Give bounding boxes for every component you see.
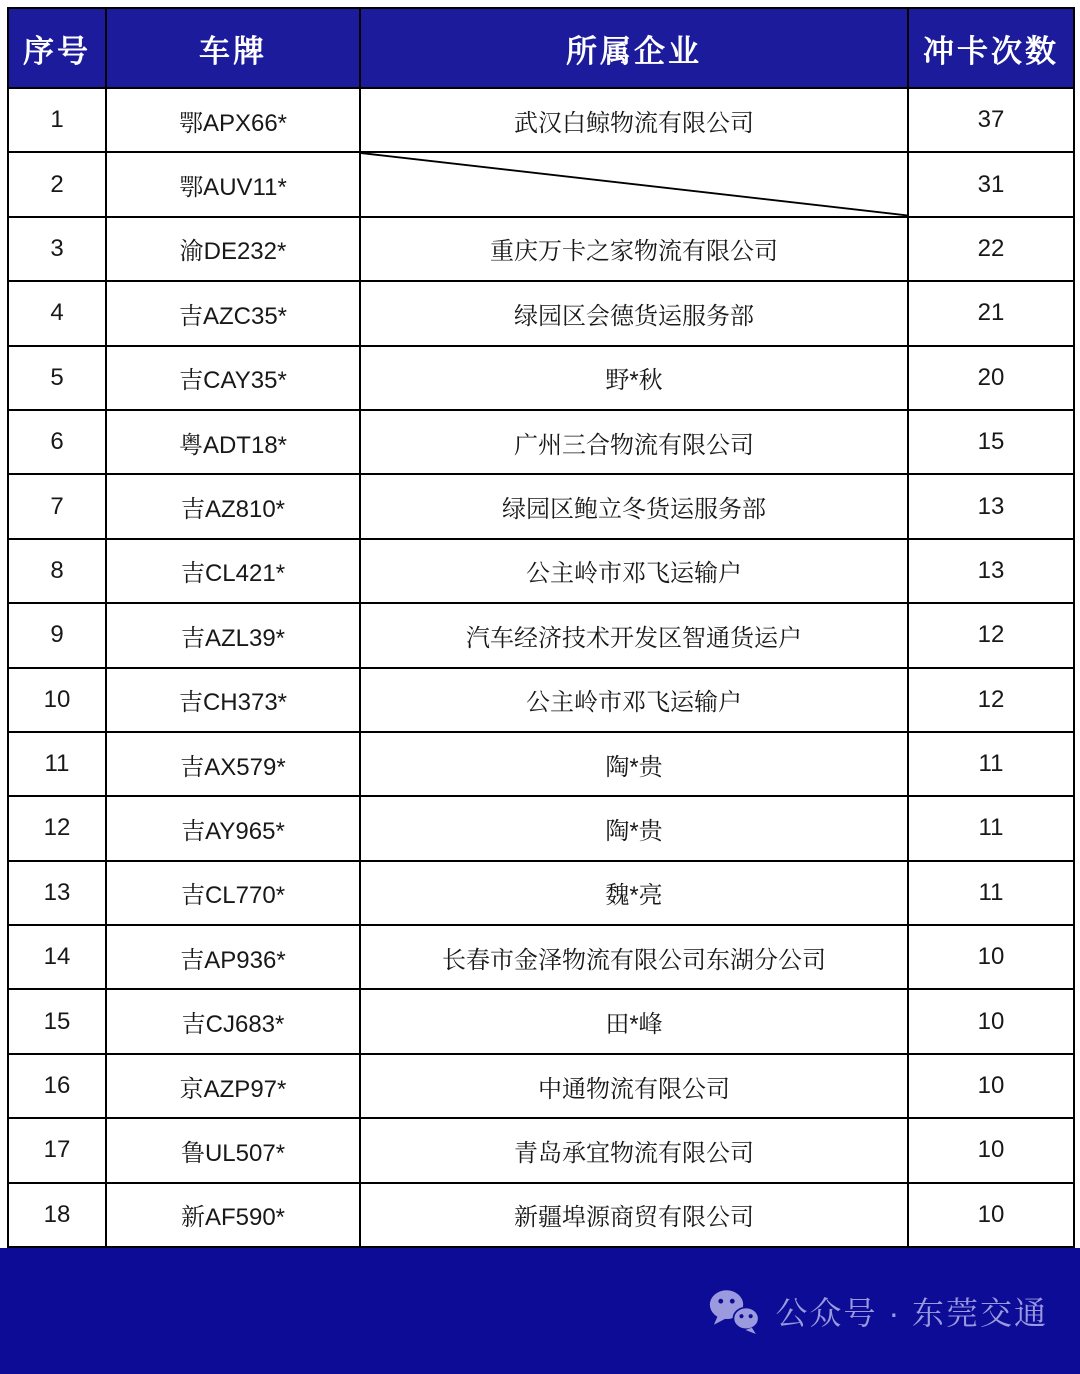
plate-cell: 鄂AUV11* — [106, 152, 360, 216]
row-number-cell: 10 — [8, 668, 106, 732]
plate-cell: 渝DE232* — [106, 217, 360, 281]
table-row — [8, 152, 1074, 216]
plate-cell: 吉CAY35* — [106, 346, 360, 410]
count-cell: 11 — [908, 861, 1074, 925]
table-row — [8, 796, 1074, 860]
column-header-index: 序号 — [8, 8, 106, 88]
count-cell: 37 — [908, 88, 1074, 152]
count-cell: 15 — [908, 410, 1074, 474]
table-row — [8, 410, 1074, 474]
plate-cell: 吉CL770* — [106, 861, 360, 925]
diagonal-line — [361, 153, 907, 215]
column-header-count: 冲卡次数 — [908, 8, 1074, 88]
header-row — [8, 8, 1074, 88]
company-cell: 公主岭市邓飞运输户 — [360, 539, 908, 603]
company-cell: 汽车经济技术开发区智通货运户 — [360, 603, 908, 667]
table-row — [8, 88, 1074, 152]
table-row — [8, 989, 1074, 1053]
company-cell: 绿园区鲍立冬货运服务部 — [360, 474, 908, 538]
company-cell: 陶*贵 — [360, 796, 908, 860]
footer-bar — [0, 1248, 1080, 1374]
row-number-cell: 3 — [8, 217, 106, 281]
plate-cell: 京AZP97* — [106, 1054, 360, 1118]
company-cell: 魏*亮 — [360, 861, 908, 925]
plate-cell: 吉AZC35* — [106, 281, 360, 345]
count-cell: 31 — [908, 152, 1074, 216]
row-number-cell: 11 — [8, 732, 106, 796]
column-header-company: 所属企业 — [360, 8, 908, 88]
table-row — [8, 925, 1074, 989]
count-cell: 12 — [908, 668, 1074, 732]
row-number-cell: 8 — [8, 539, 106, 603]
row-number-cell: 4 — [8, 281, 106, 345]
count-cell: 10 — [908, 1118, 1074, 1182]
company-cell: 武汉白鲸物流有限公司 — [360, 88, 908, 152]
table-row — [8, 281, 1074, 345]
count-cell: 12 — [908, 603, 1074, 667]
table-row — [8, 861, 1074, 925]
row-number-cell: 14 — [8, 925, 106, 989]
company-cell: 田*峰 — [360, 989, 908, 1053]
row-number-cell: 7 — [8, 474, 106, 538]
company-cell: 公主岭市邓飞运输户 — [360, 668, 908, 732]
company-cell: 青岛承宜物流有限公司 — [360, 1118, 908, 1182]
table-row — [8, 732, 1074, 796]
footer-label: 公众号 · 东莞交通 — [775, 1295, 1048, 1332]
count-cell: 20 — [908, 346, 1074, 410]
count-cell: 10 — [908, 989, 1074, 1053]
row-number-cell: 2 — [8, 152, 106, 216]
count-cell: 11 — [908, 732, 1074, 796]
table-body — [8, 88, 1074, 1247]
plate-cell: 新AF590* — [106, 1183, 360, 1247]
count-cell: 13 — [908, 539, 1074, 603]
table-row — [8, 1054, 1074, 1118]
plate-cell: 吉AX579* — [106, 732, 360, 796]
company-cell: 陶*贵 — [360, 732, 908, 796]
table-row — [8, 1118, 1074, 1182]
row-number-cell: 6 — [8, 410, 106, 474]
count-cell: 21 — [908, 281, 1074, 345]
plate-cell: 吉CJ683* — [106, 989, 360, 1053]
table-row — [8, 346, 1074, 410]
table-row — [8, 1183, 1074, 1247]
row-number-cell: 13 — [8, 861, 106, 925]
company-cell: 广州三合物流有限公司 — [360, 410, 908, 474]
table-row — [8, 474, 1074, 538]
table-row — [8, 539, 1074, 603]
column-header-plate: 车牌 — [106, 8, 360, 88]
count-cell: 10 — [908, 925, 1074, 989]
wechat-icon — [706, 1288, 762, 1334]
count-cell: 11 — [908, 796, 1074, 860]
count-cell: 10 — [908, 1054, 1074, 1118]
plate-cell: 粤ADT18* — [106, 410, 360, 474]
plate-cell: 吉AZL39* — [106, 603, 360, 667]
company-cell-empty — [360, 152, 908, 216]
company-cell: 新疆埠源商贸有限公司 — [360, 1183, 908, 1247]
plate-cell: 鲁UL507* — [106, 1118, 360, 1182]
plate-cell: 吉CH373* — [106, 668, 360, 732]
row-number-cell: 5 — [8, 346, 106, 410]
row-number-cell: 9 — [8, 603, 106, 667]
count-cell: 10 — [908, 1183, 1074, 1247]
company-cell: 长春市金泽物流有限公司东湖分公司 — [360, 925, 908, 989]
table-row — [8, 603, 1074, 667]
violation-table — [7, 7, 1075, 1248]
count-cell: 22 — [908, 217, 1074, 281]
table-row — [8, 668, 1074, 732]
row-number-cell: 15 — [8, 989, 106, 1053]
row-number-cell: 16 — [8, 1054, 106, 1118]
plate-cell: 吉AZ810* — [106, 474, 360, 538]
table-row — [8, 217, 1074, 281]
company-cell: 中通物流有限公司 — [360, 1054, 908, 1118]
company-cell: 重庆万卡之家物流有限公司 — [360, 217, 908, 281]
row-number-cell: 18 — [8, 1183, 106, 1247]
company-cell: 野*秋 — [360, 346, 908, 410]
plate-cell: 吉AP936* — [106, 925, 360, 989]
row-number-cell: 12 — [8, 796, 106, 860]
plate-cell: 吉CL421* — [106, 539, 360, 603]
plate-cell: 吉AY965* — [106, 796, 360, 860]
plate-cell: 鄂APX66* — [106, 88, 360, 152]
row-number-cell: 1 — [8, 88, 106, 152]
company-cell: 绿园区会德货运服务部 — [360, 281, 908, 345]
count-cell: 13 — [908, 474, 1074, 538]
table-header — [8, 8, 1074, 88]
row-number-cell: 17 — [8, 1118, 106, 1182]
